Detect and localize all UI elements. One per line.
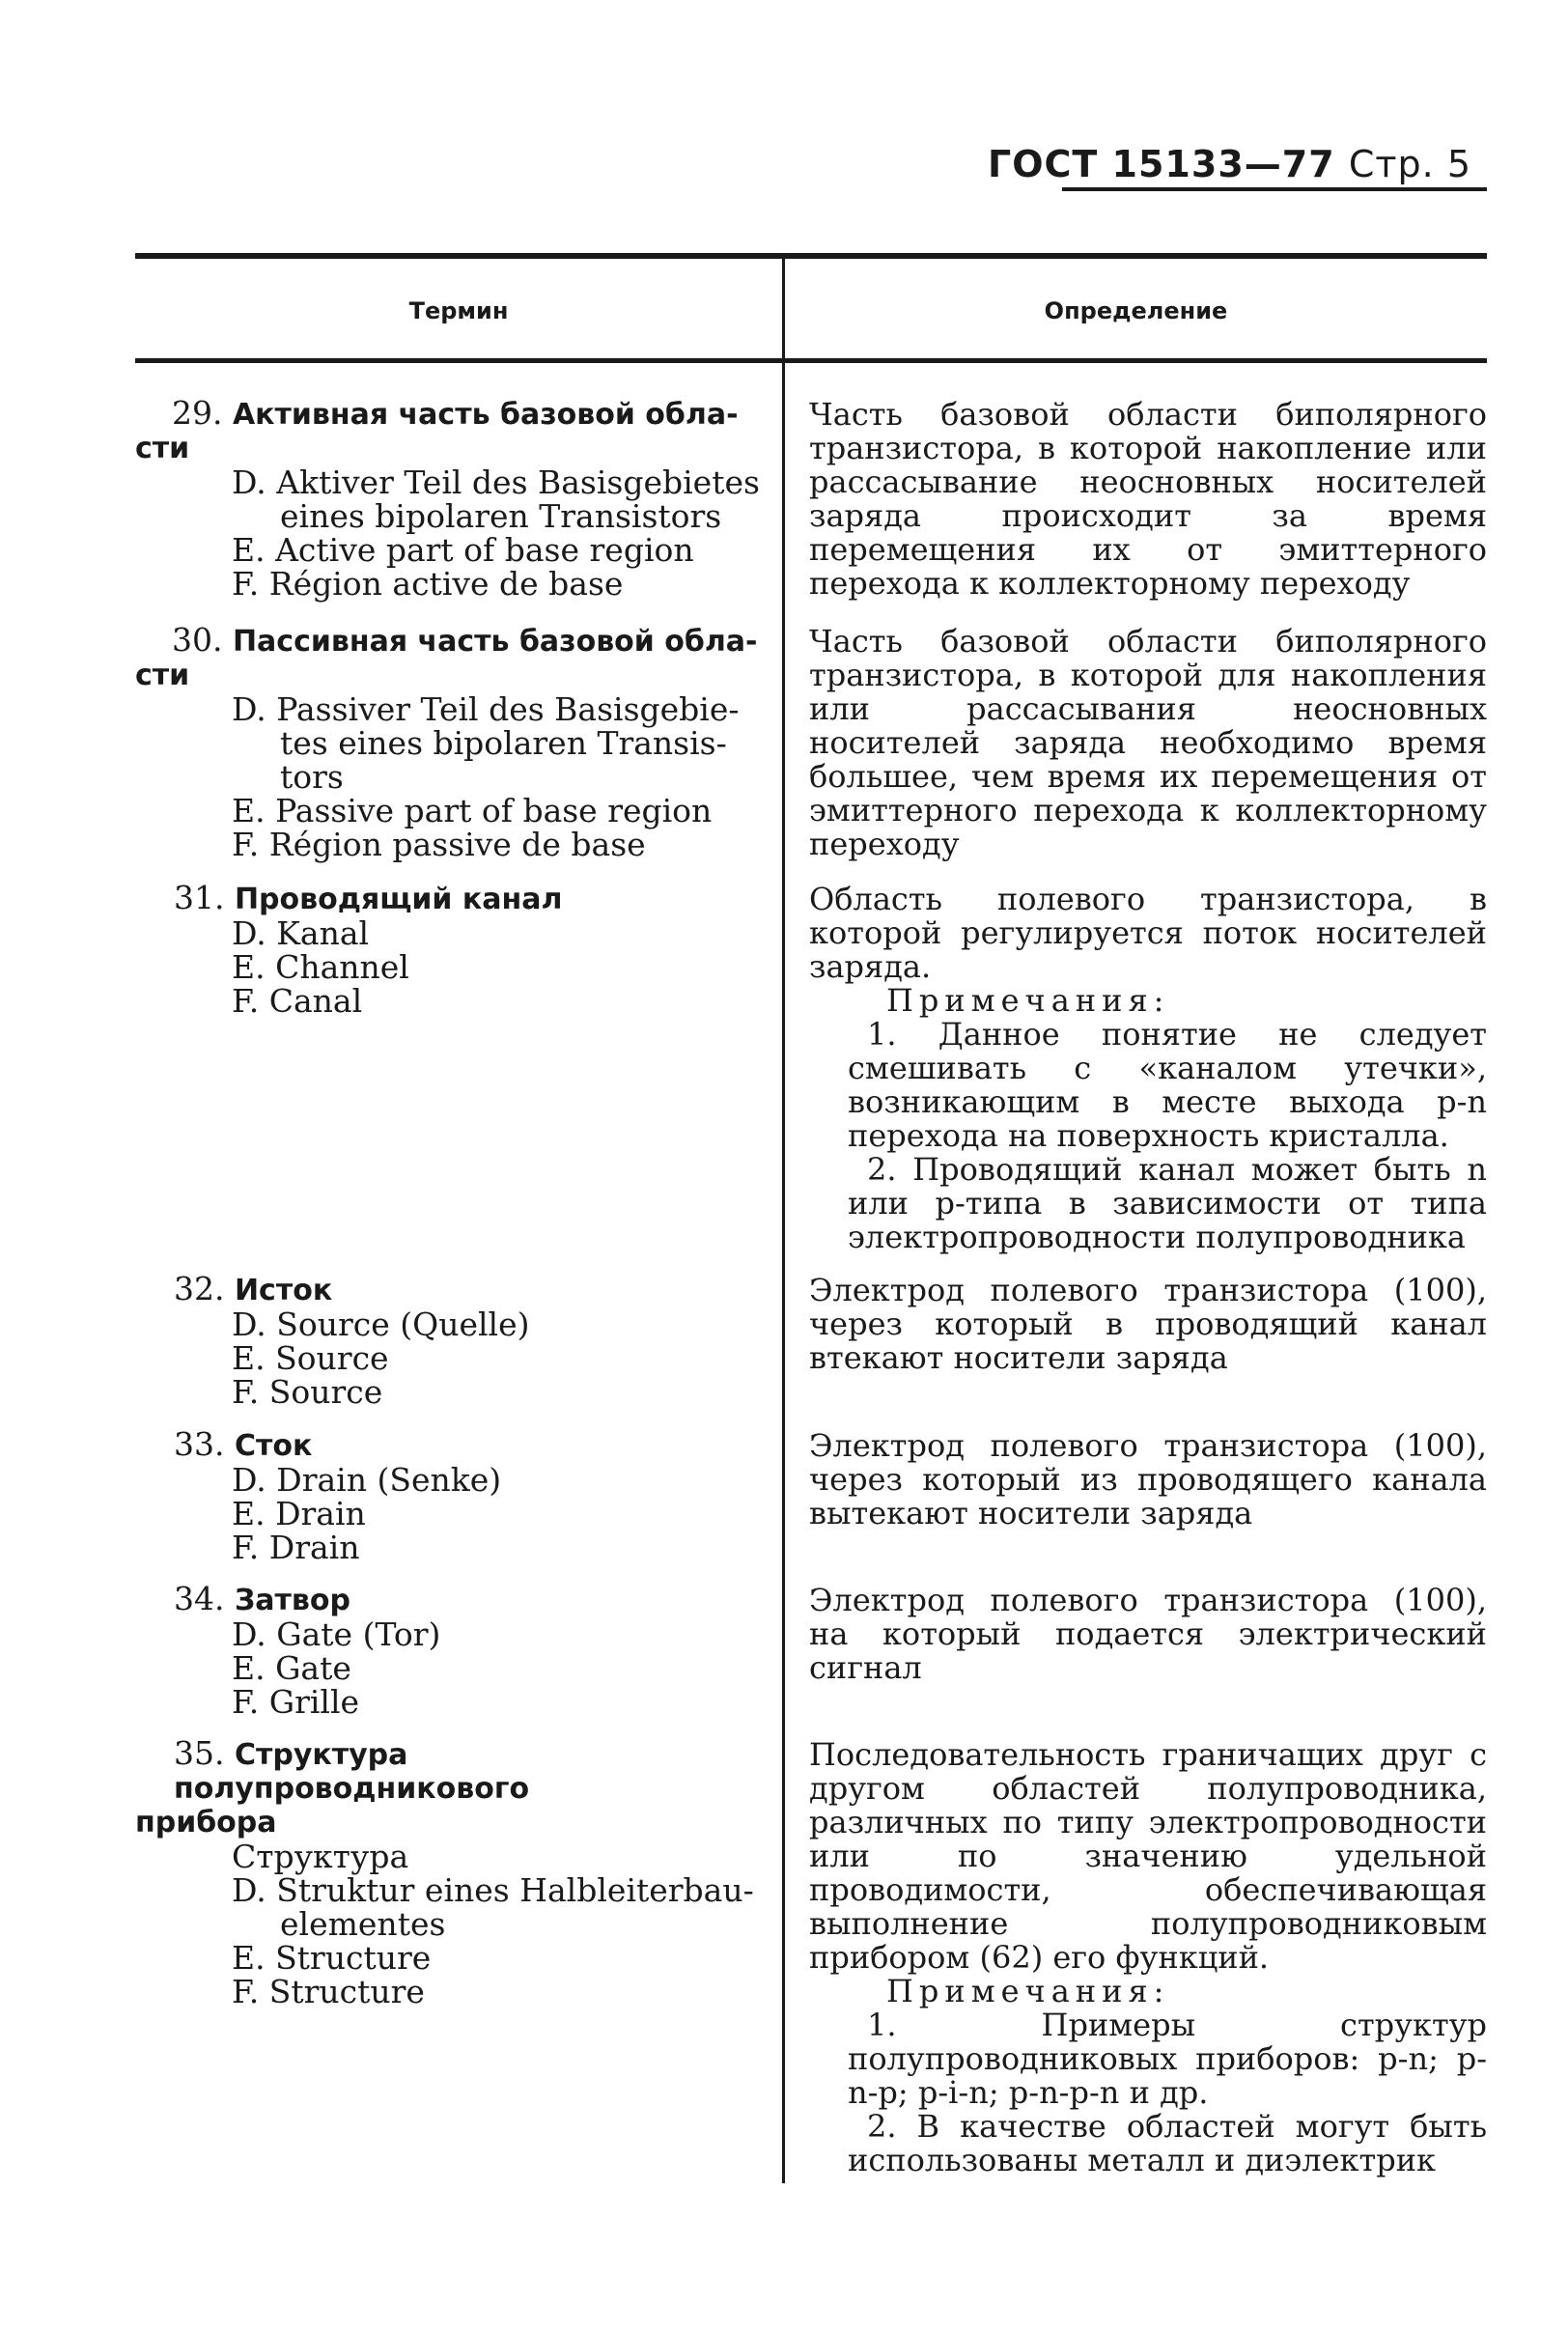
term-name: Затвор: [234, 1584, 350, 1617]
term-french: F. Canal: [232, 982, 363, 1020]
definition-30: Часть базовой области биполярного транзистора, в которой для накопления или рассасывания неосновных носителей заряда необходимо время большее, чем время их перемещения от эмиттерного перехода к коллекторному переходу: [809, 623, 1487, 862]
term-french: F. Région active de base: [232, 565, 624, 603]
term-german-cont: elementes: [280, 1905, 446, 1943]
note-2: 2. В качестве областей могут быть использованы металл и диэлектрик: [848, 2108, 1487, 2178]
term-name: Пассивная часть базовой обла-: [232, 625, 758, 659]
doc-number: ГОСТ 15133—77: [988, 143, 1335, 185]
term-30: [135, 623, 772, 861]
term-29: [135, 396, 772, 601]
table-top-rule: [135, 253, 1487, 259]
term-german-cont-2: tors: [280, 758, 344, 796]
definition-35: [809, 1738, 1487, 2177]
term-german-cont: tes eines bipolaren Transis-: [280, 724, 727, 762]
page-header: [988, 143, 1471, 185]
table-header-rule: [135, 358, 1487, 363]
term-35: [135, 1736, 772, 2008]
term-name-cont: прибора: [135, 1806, 277, 1840]
column-divider: [782, 257, 785, 2183]
term-title: [135, 1427, 772, 1463]
definition-32: Электрод полевого транзистора (100), через который в проводящий канал втекают носители заряда: [809, 1272, 1487, 1376]
term-german: D. Passiver Teil des Basisgebie-: [232, 690, 740, 728]
definition-34: Электрод полевого транзистора (100), на который подается электрический сигнал: [809, 1582, 1487, 1686]
term-title: [135, 396, 772, 432]
term-french: F. Région passive de base: [232, 826, 646, 863]
term-german: D. Drain (Senke): [232, 1461, 502, 1499]
term-french: F. Source: [232, 1373, 383, 1411]
term-name: Активная часть базовой обла-: [232, 398, 739, 432]
term-number: 33.: [174, 1425, 225, 1463]
term-number: 30.: [172, 621, 223, 659]
term-34: [135, 1582, 772, 1719]
term-title: [135, 1736, 772, 1806]
term-title: [135, 881, 772, 916]
definition-text: Область полевого транзистора, в которой регулируется поток носителей заряда.: [809, 881, 1487, 985]
term-number: 35.: [174, 1734, 225, 1772]
term-german: D. Kanal: [232, 914, 370, 952]
header-rule: [1062, 187, 1487, 191]
page-label: Стр. 5: [1348, 143, 1471, 185]
term-name: Структура полупроводникового: [174, 1738, 530, 1806]
term-english: E. Passive part of base region: [232, 792, 713, 829]
definition-29: Часть базовой области биполярного транзистора, в которой накопление или рассасывание неосновных носителей заряда происходит за время перемещения их от эмиттерного перехода к коллекторному переходу: [809, 396, 1487, 602]
term-english: E. Active part of base region: [232, 531, 694, 569]
term-number: 32.: [174, 1270, 225, 1307]
term-name: Сток: [234, 1429, 313, 1463]
definition-31: [809, 883, 1487, 1254]
term-name: Проводящий канал: [234, 883, 563, 916]
term-number: 34.: [174, 1580, 225, 1617]
term-german: D. Aktiver Teil des Basisgebietes: [232, 463, 760, 501]
column-header-term: Термин: [408, 297, 509, 324]
term-number: 31.: [174, 879, 225, 916]
term-french: F. Grille: [232, 1683, 360, 1721]
notes-heading: Примечания:: [886, 982, 1170, 1019]
term-german: D. Gate (Tor): [232, 1615, 441, 1653]
term-synonym: Структура: [232, 1838, 409, 1875]
definition-text: Последовательность граничащих друг с другом областей полупроводника, различных по типу электропроводности или по значению удельной проводимости, обеспечивающая выполнение полупроводниковым прибором (62) его функций.: [809, 1736, 1487, 1976]
note-1: 1. Примеры структур полупроводниковых приборов: p-n; p-n-p; p-i-n; p-n-p-n и др.: [848, 2007, 1487, 2111]
term-french: F. Structure: [232, 1973, 425, 2010]
term-name-cont: сти: [135, 432, 190, 465]
term-title: [135, 1272, 772, 1307]
term-31: [135, 881, 772, 1018]
term-title: [135, 1582, 772, 1617]
term-german: D. Struktur eines Halbleiterbau-: [232, 1871, 754, 1909]
term-english: E. Channel: [232, 948, 409, 986]
term-name: Исток: [234, 1274, 333, 1307]
term-33: [135, 1427, 772, 1564]
term-german-cont: eines bipolaren Transistors: [280, 497, 722, 535]
term-english: E. Source: [232, 1339, 389, 1377]
term-english: E. Gate: [232, 1649, 351, 1687]
term-english: E. Structure: [232, 1939, 432, 1977]
definition-33: Электрод полевого транзистора (100), через который из проводящего канала вытекают носители заряда: [809, 1427, 1487, 1531]
term-german: D. Source (Quelle): [232, 1306, 530, 1343]
note-2: 2. Проводящий канал может быть n или p-типа в зависимости от типа электропроводности полупроводника: [848, 1151, 1487, 1255]
term-number: 29.: [172, 394, 223, 432]
term-title: [135, 623, 772, 659]
term-32: [135, 1272, 772, 1409]
term-english: E. Drain: [232, 1495, 366, 1532]
column-header-definition: Определение: [1044, 297, 1228, 324]
term-name-cont: сти: [135, 659, 190, 692]
notes-heading: Примечания:: [886, 1973, 1170, 2009]
note-1: 1. Данное понятие не следует смешивать с «каналом утечки», возникающим в месте выхода p-n перехода на поверхность кристалла.: [848, 1016, 1487, 1154]
term-french: F. Drain: [232, 1529, 360, 1566]
